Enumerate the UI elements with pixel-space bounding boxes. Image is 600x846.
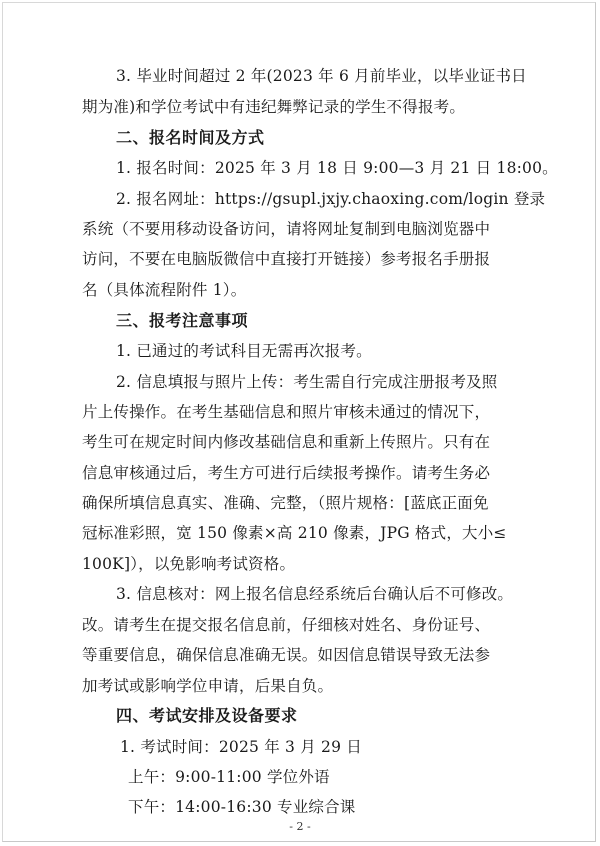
paragraph-line: 等重要信息，确保信息准确无误。如因信息错误导致无法参	[82, 646, 491, 664]
section-heading-2: 二、报名时间及方式	[116, 128, 265, 147]
paragraph-line: 加考试或影响学位申请，后果自负。	[82, 677, 334, 695]
paragraph-line: 3. 信息核对：网上报名信息经系统后台确认后不可修改。	[116, 585, 514, 603]
paragraph-line: 3. 毕业时间超过 2 年(2023 年 6 月前毕业，以毕业证书日	[116, 67, 527, 85]
paragraph-line: 改。请考生在提交报名信息前，仔细核对姓名、身份证号、	[82, 616, 491, 634]
paragraph-line: 系统（不要用移动设备访问，请将网址复制到电脑浏览器中	[82, 220, 491, 238]
paragraph-line: 考生可在规定时间内修改基础信息和重新上传照片。只有在	[82, 433, 491, 451]
paragraph-line: 1. 报名时间：2025 年 3 月 18 日 9:00—3 月 21 日 18:00。	[116, 159, 558, 177]
paragraph-line: 2. 信息填报与照片上传：考生需自行完成注册报考及照	[116, 373, 498, 391]
section-heading-3: 三、报考注意事项	[116, 311, 249, 330]
paragraph-line: 期为准)和学位考试中有违纪舞弊记录的学生不得报考。	[82, 98, 466, 116]
schedule-afternoon: 下午：14:00-16:30 专业综合课	[128, 798, 356, 816]
paragraph-line: 名（具体流程附件 1）。	[82, 281, 247, 299]
paragraph-line: 1. 已通过的考试科目无需再次报考。	[116, 342, 372, 360]
paragraph-line: 访问，不要在电脑版微信中直接打开链接）参考报名手册报	[82, 250, 491, 268]
paragraph-line: 确保所填信息真实、准确、完整，（照片规格：[蓝底正面免	[82, 494, 489, 512]
paragraph-line: 冠标准彩照，宽 150 像素×高 210 像素，JPG 格式，大小≤	[82, 524, 507, 542]
paragraph-line: 100K]），以免影响考试资格。	[82, 555, 296, 573]
page-number: - 2 -	[289, 820, 311, 833]
section-heading-4: 四、考试安排及设备要求	[116, 706, 298, 725]
paragraph-line: 2. 报名网址：https://gsupl.jxjy.chaoxing.com/login 登录	[116, 190, 546, 208]
schedule-morning: 上午：9:00-11:00 学位外语	[128, 768, 330, 786]
paragraph-line: 1. 考试时间：2025 年 3 月 29 日	[120, 738, 362, 756]
paragraph-line: 信息审核通过后，考生方可进行后续报考操作。请考生务必	[82, 464, 491, 482]
page-border	[2, 2, 596, 842]
paragraph-line: 片上传操作。在考生基础信息和照片审核未通过的情况下，	[82, 403, 491, 421]
